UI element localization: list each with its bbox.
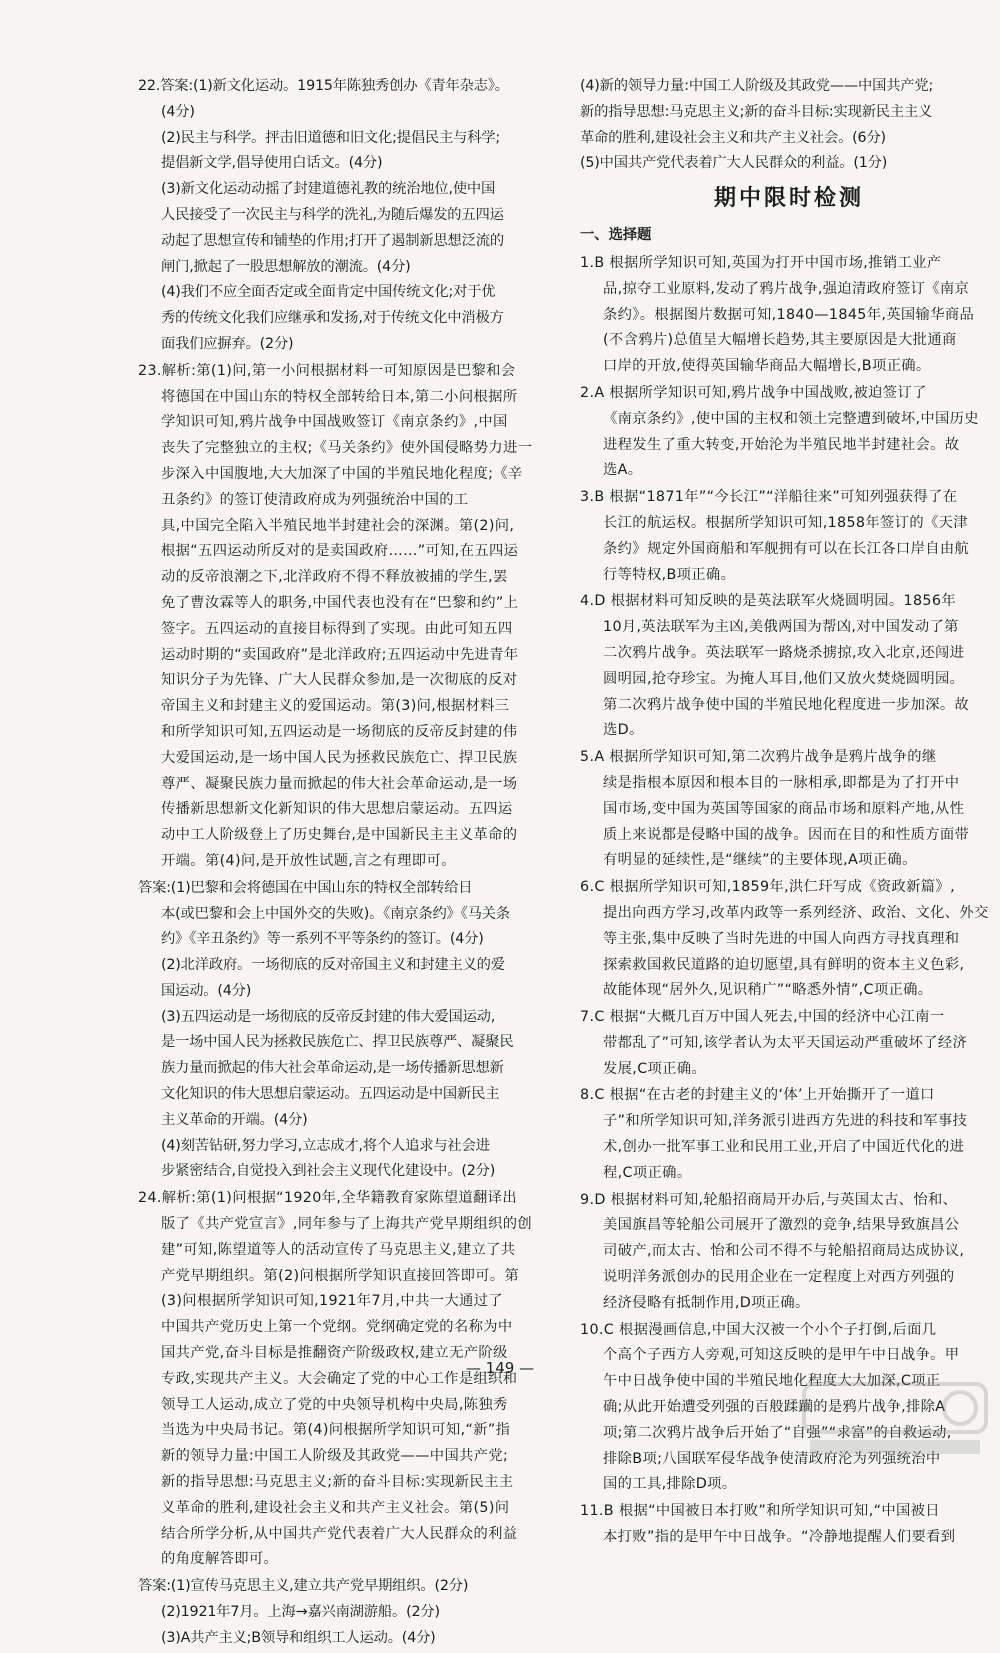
text-line: 免了曹汝霖等人的职务,中国代表也没有在“巴黎和约”上	[161, 594, 519, 611]
text-line: 进程发生了重大转变,开始沦为半殖民地半封建社会。故	[603, 436, 960, 453]
text-line: 第二次鸦片战争使中国的半殖民地化程度进一步加深。故	[603, 696, 970, 713]
choice-answer-item	[580, 589, 998, 744]
text-line: 选D。	[603, 722, 644, 739]
text-line: 经济侵略有抵制作用,D项正确。	[603, 1294, 810, 1311]
text-line: 动起了思想宣传和铺垫的作用;打开了遏制新思想泛流的	[161, 232, 504, 249]
text-line: 口岸的开放,使得英国输华商品大幅增长,B项正确。	[603, 358, 931, 375]
text-line: 新的指导思想:马克思主义;新的奋斗目标:实现新民主主	[161, 1474, 514, 1491]
text-line: 续是指根本原因和根本目的一脉相承,即都是为了打开中	[603, 774, 960, 791]
text-line: (4)我们不应全面否定或全面肯定中国传统文化;对于优	[161, 284, 496, 301]
text-line: 有明显的延续性,是“继续”的主要体现,A项正确。	[603, 852, 917, 869]
text-line: 尊严、凝聚民族力量而掀起的伟大社会革命运动,是一场	[161, 775, 518, 792]
text-line: 义革命的胜利,建设社会主义和共产主义社会。第(5)问	[161, 1499, 510, 1516]
answer-block	[138, 876, 553, 1186]
choice-answers	[580, 251, 998, 1551]
text-line: 学知识可知,鸦片战争中国战败签订《南京条约》,中国	[161, 414, 508, 431]
text-line: 本打败”指的是甲午中日战争。“冷静地提醒人们要看到	[603, 1529, 956, 1546]
answer-block	[138, 74, 553, 358]
text-line: 品,掠夺工业原料,发动了鸦片战争,强迫清政府签订《南京	[603, 280, 970, 297]
text-line: 步紧密结合,自觉投入到社会主义现代化建设中。(2分)	[161, 1163, 496, 1180]
text-line: 根据“五四运动所反对的是卖国政府……”可知,在五四运	[161, 543, 519, 560]
text-line: 等主张,集中反映了当时先进的中国人向西方寻找真理和	[603, 930, 960, 947]
text-line: 的角度解答即可。	[161, 1551, 279, 1568]
choice-answer-item	[580, 1005, 998, 1082]
text-line: 美国旗昌等轮船公司展开了激烈的竞争,结果导致旗昌公	[603, 1217, 960, 1234]
text-line: 具,中国完全陷入半殖民地半封建社会的深渊。第(2)问,	[161, 517, 515, 534]
answer-continuation	[580, 74, 998, 177]
text-line: 质上来说都是侵略中国的战争。因而在目的和性质方面带	[603, 826, 970, 843]
subsection-title: 一、选择题	[580, 227, 652, 244]
text-line: 丧失了完整独立的主权;《马关条约》使外国侵略势力进一	[161, 440, 533, 457]
text-line: 项;第二次鸦片战争后开始了“自强”“求富”的自救运动,	[603, 1424, 952, 1441]
text-line: 程,C项正确。	[603, 1164, 692, 1181]
text-line: 结合所学分析,从中国共产党代表着广大人民群众的利益	[161, 1525, 518, 1542]
text-line: 22.答案:(1)新文化运动。1915年陈独秀创办《青年杂志》。	[138, 78, 509, 94]
text-line: 开端。第(4)问,是开放性试题,言之有理即可。	[161, 852, 456, 869]
text-line: 9.D 根据材料可知,轮船招商局开办后,与英国太古、怡和、	[580, 1191, 958, 1208]
text-line: 7.C 根据“大概几百万中国人死去,中国的经济中心江南一	[580, 1009, 945, 1026]
text-line: 本(或巴黎和会上中国外交的失败)。《南京条约》《马关条	[161, 905, 510, 922]
watermark-logo	[800, 1380, 990, 1462]
text-line: 秀的传统文化我们应继承和发扬,对于传统文化中消极方	[161, 310, 504, 327]
text-line: (3)A共产主义;B领导和组织工人运动。(4分)	[161, 1629, 436, 1646]
text-line: 二次鸦片战争。英法联军一路烧杀掳掠,攻入北京,还闯进	[603, 644, 965, 661]
text-line: 动的反帝浪潮之下,北洋政府不得不释放被捕的学生,罢	[161, 569, 508, 586]
text-line: 《南京条约》,使中国的主权和领土完整遭到破坏,中国历史	[603, 410, 979, 427]
text-line: 长江的航运权。根据所学知识可知,1858年签订的《天津	[603, 514, 968, 531]
text-line: (4)新的领导力量:中国工人阶级及其政党——中国共产党;	[580, 78, 934, 94]
text-line: 国运动。(4分)	[161, 982, 252, 999]
page-number: — 149 —	[465, 1359, 535, 1377]
text-line: 将德国在中国山东的特权全部转给日本,第二小问根据所	[161, 388, 518, 405]
choice-answer-item	[580, 745, 998, 874]
choice-answer-item	[580, 251, 998, 380]
text-line: 丑条约》的签订使清政府成为列强统治中国的工	[161, 491, 469, 508]
text-line: 圆明园,抢夺珍宝。为掩人耳目,他们又放火焚烧圆明园。	[603, 670, 965, 687]
answer-block	[138, 1186, 553, 1573]
text-line: 知识分子为先锋、广大人民群众参加,是一次彻底的反对	[161, 672, 518, 689]
text-line: 文化知识的伟大思想启蒙运动。五四运动是中国新民主	[161, 1086, 500, 1103]
text-line: 当选为中央局书记。第(4)问根据所学知识可知,“新”指	[161, 1422, 511, 1439]
text-line: 提出向西方学习,改革内政等一系列经济、政治、文化、外交	[603, 904, 989, 921]
text-line: 闸门,掀起了一股思想解放的潮流。(4分)	[161, 258, 411, 275]
text-line: 排除B项;八国联军侵华战争使清政府沦为列强统治中	[603, 1450, 941, 1467]
text-line: 午中日战争使中国的半殖民地化程度大大加深,C项正	[603, 1373, 941, 1390]
choice-answer-item	[580, 875, 998, 1004]
text-line: 帝国主义和封建主义的爱国运动。第(3)问,根据材料三	[161, 698, 510, 715]
text-line: (3)新文化运动动摇了封建道德礼教的统治地位,使中国	[161, 181, 496, 198]
text-line: 和所学知识可知,五四运动是一场彻底的反帝反封建的伟	[161, 723, 518, 740]
text-line: 国市场,变中国为英国等国家的商品市场和原料产地,从性	[603, 800, 965, 817]
text-line: (4分)	[161, 103, 195, 120]
text-line: 提倡新文学,倡导使用白话文。(4分)	[161, 155, 383, 172]
answer-block	[138, 1574, 553, 1651]
text-line: 运动时期的“卖国政府”是北洋政府;五四运动中先进青年	[161, 646, 519, 663]
text-line: 步深入中国腹地,大大加深了中国的半殖民地化程度;《辛	[161, 465, 523, 482]
text-line: 传播新思想新文化新知识的伟大思想启蒙运动。五四运	[161, 801, 513, 818]
text-line: 族力量而掀起的伟大社会革命运动,是一场传播新思想新	[161, 1060, 504, 1077]
text-line: 中国共产党历史上第一个党纲。党纲确定党的名称为中	[161, 1319, 513, 1336]
text-line: 说明洋务派创办的民用企业在一定程度上对西方列强的	[603, 1269, 955, 1286]
text-line: 司破产,而太古、怡和公司不得不与轮船招商局达成协议,	[603, 1243, 965, 1260]
text-line: 故能体现“居外久,见识稍广”“略悉外情”,C项正确。	[603, 982, 933, 999]
text-line: 23.解析:第(1)问,第一小问根据材料一可知原因是巴黎和会	[138, 362, 516, 379]
text-line: (2)民主与科学。抨击旧道德和旧文化;提倡民主与科学;	[161, 129, 501, 146]
text-line: 个高个子西方人旁观,可知这反映的是甲午中日战争。甲	[603, 1347, 960, 1364]
text-line: 5.A 根据所学知识可知,第二次鸦片战争是鸦片战争的继	[580, 749, 937, 766]
text-line: 11.B 根据“中国被日本打败”和所学知识可知,“中国被日	[580, 1503, 940, 1520]
text-line: 1.B 根据所学知识可知,英国为打开中国市场,推销工业产	[580, 254, 942, 271]
text-line: 大爱国运动,是一场中国人民为拯救民族危亡、捍卫民族	[161, 749, 518, 766]
text-line: 建”可知,陈望道等人的活动宣传了马克思主义,建立了共	[161, 1241, 516, 1258]
text-line: (5)中国共产党代表着广大人民群众的利益。(1分)	[580, 155, 888, 172]
text-line: 选A。	[603, 462, 643, 479]
choice-answer-item	[580, 1188, 998, 1317]
text-line: 动中工人阶级登上了历史舞台,是中国新民主主义革命的	[161, 827, 518, 844]
text-line: (3)五四运动是一场彻底的反帝反封建的伟大爱国运动,	[161, 1008, 496, 1025]
choice-answer-item	[580, 1499, 998, 1551]
text-line: 主义革命的开端。(4分)	[161, 1111, 308, 1128]
choice-answer-item	[580, 485, 998, 588]
text-line: 革命的胜利,建设社会主义和共产主义社会。(6分)	[580, 129, 886, 146]
text-line: 24.解析:第(1)问根据“1920年,全华籍教育家陈望道翻译出	[138, 1190, 517, 1207]
text-line: 领导工人运动,成立了党的中央领导机构中央局,陈独秀	[161, 1396, 508, 1413]
text-line: (4)刻苦钻研,努力学习,立志成才,将个人追求与社会进	[161, 1137, 490, 1154]
text-line: 术,创办一批军事工业和民用工业,开启了中国近代化的进	[603, 1139, 965, 1156]
text-line: 面我们应摒弃。(2分)	[161, 335, 294, 352]
text-line: 6.C 根据所学知识可知,1859年,洪仁玕写成《资政新篇》,	[580, 879, 955, 896]
text-line: 3.B 根据“1871年”“今长江”“洋船往来”可知列强获得了在	[580, 489, 958, 506]
text-line: 新的领导力量:中国工人阶级及其政党——中国共产党;	[161, 1448, 509, 1465]
text-line: (2)1921年7月。上海→嘉兴南湖游船。(2分)	[161, 1604, 440, 1621]
text-line: 带都乱了”可知,该学者认为太平天国运动严重破坏了经济	[603, 1034, 968, 1051]
text-line: 国共产党,奋斗目标是推翻资产阶级政权,建立无产阶级	[161, 1345, 508, 1362]
text-line: 产党早期组织。第(2)问根据所学知识直接回答即可。第	[161, 1267, 520, 1284]
left-column	[138, 74, 553, 1653]
text-line: 条约》规定外国商船和军舰拥有可以在长江各口岸自由航	[603, 540, 970, 557]
choice-answer-item	[580, 1083, 998, 1186]
text-line: 8.C 根据“在古老的封建主义的‘体’上开始撕开了一道口	[580, 1087, 935, 1104]
text-line: 探索救国救民道路的迫切愿望,具有鲜明的资本主义色彩,	[603, 956, 965, 973]
text-line: 发展,C项正确。	[603, 1060, 707, 1077]
text-line: 条约》。根据图片数据可知,1840—1845年,英国输华商品	[603, 306, 975, 323]
right-column	[580, 74, 998, 1552]
text-line: 10月,英法联军为主凶,美俄两国为帮凶,对中国发动了第	[603, 619, 959, 636]
text-line: 签字。五四运动的直接目标得到了实现。由此可知五四	[161, 620, 513, 637]
text-line: (2)北洋政府。一场彻底的反对帝国主义和封建主义的爱	[161, 957, 505, 974]
choice-answer-item	[580, 381, 998, 484]
answer-block	[138, 359, 553, 875]
text-line: 是一场中国人民为拯救民族危亡、捍卫民族尊严、凝聚民	[161, 1034, 514, 1051]
text-line: (3)问根据所学知识可知,1921年7月,中共一大通过了	[161, 1293, 503, 1310]
text-line: 10.C 根据漫画信息,中国大汉被一个小个子打倒,后面几	[580, 1321, 937, 1338]
text-line: 2.A 根据所学知识可知,鸦片战争中国战败,被迫签订了	[580, 384, 927, 401]
text-line: 新的指导思想:马克思主义;新的奋斗目标:实现新民主主义	[580, 103, 933, 120]
text-line: 子”和所学知识可知,洋务派引进西方先进的科技和军事技	[603, 1113, 968, 1130]
section-heading: 期中限时检测	[713, 186, 864, 212]
text-line: 确;从此开始遭受列强的百般蹂躏的是鸦片战争,排除A	[603, 1399, 946, 1416]
text-line: (不含鸦片)总值呈大幅增长趋势,其主要原因是大批通商	[603, 332, 957, 349]
text-line: 行等特权,B项正确。	[603, 566, 736, 583]
text-line: 国的工具,排除D项。	[603, 1476, 737, 1493]
text-line: 人民接受了一次民主与科学的洗礼,为随后爆发的五四运	[161, 206, 504, 223]
text-line: 答案:(1)巴黎和会将德国在中国山东的特权全部转给日	[138, 879, 473, 896]
text-line: 答案:(1)宣传马克思主义,建立共产党早期组织。(2分)	[138, 1578, 469, 1595]
text-line: 约》《辛丑条约》等一系列不平等条约的签订。(4分)	[161, 931, 484, 948]
text-line: 4.D 根据材料可知反映的是英法联军火烧圆明园。1856年	[580, 593, 956, 610]
text-line: 专政,实现共产主义。大会确定了党的中心工作是组织和	[161, 1370, 518, 1387]
text-line: 版了《共产党宣言》,同年参与了上海共产党早期组织的创	[161, 1216, 533, 1233]
